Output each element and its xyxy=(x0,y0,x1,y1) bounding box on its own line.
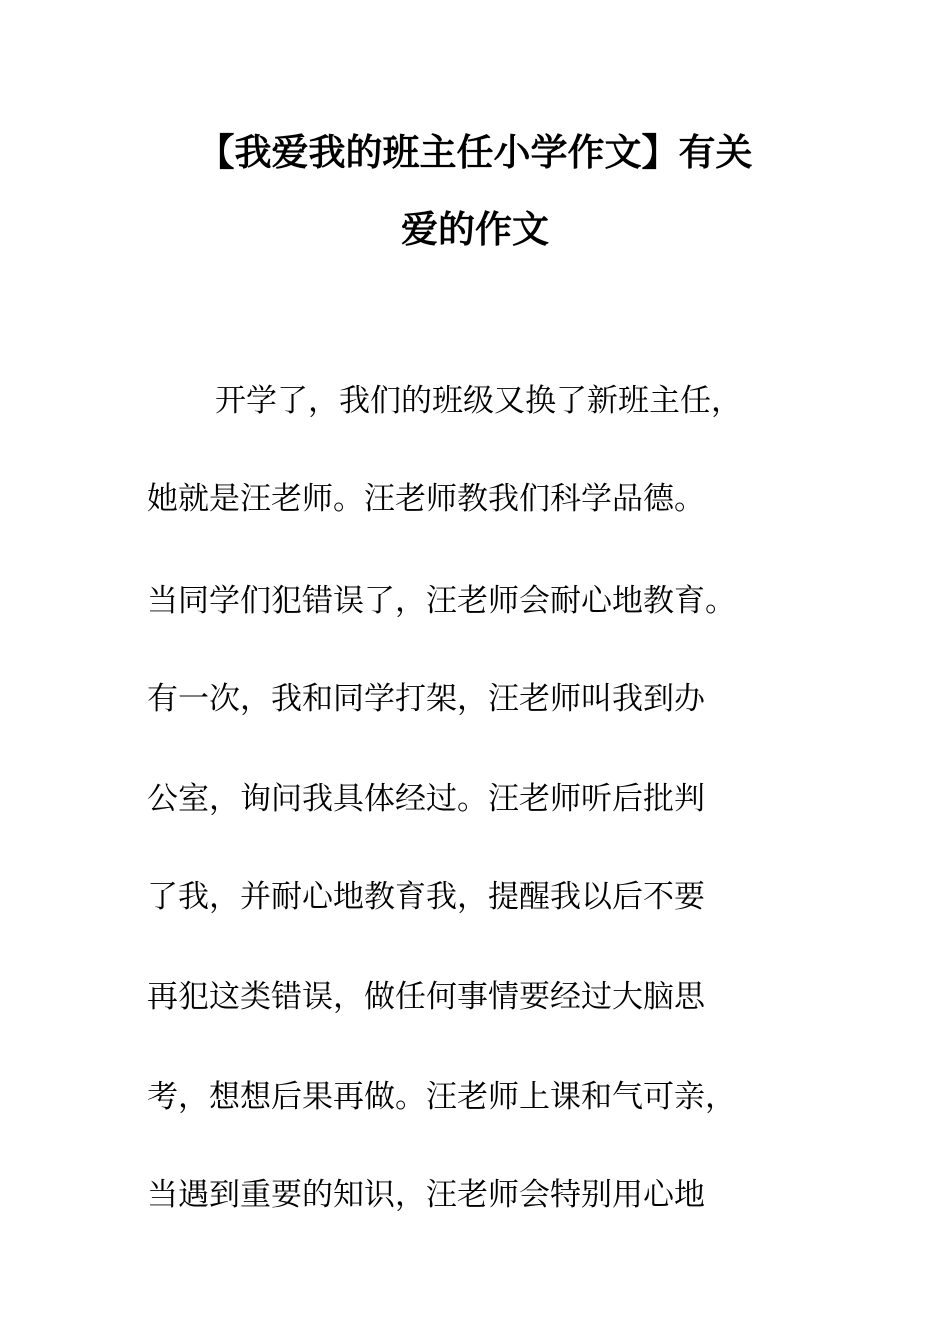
paragraph-line-7: 再犯这类错误，做任何事情要经过大脑思 xyxy=(147,979,705,1015)
document-title-line-1: 【我爱我的班主任小学作文】有关 xyxy=(197,131,753,174)
paragraph-line-1: 开学了，我们的班级又换了新班主任， xyxy=(215,383,742,419)
paragraph-line-4: 有一次，我和同学打架，汪老师叫我到办 xyxy=(147,681,705,717)
paragraph-line-8: 考，想想后果再做。汪老师上课和气可亲， xyxy=(147,1079,736,1115)
paragraph-line-9: 当遇到重要的知识，汪老师会特别用心地 xyxy=(147,1177,705,1213)
paragraph-line-2: 她就是汪老师。汪老师教我们科学品德。 xyxy=(147,481,705,517)
paragraph-line-3: 当同学们犯错误了，汪老师会耐心地教育。 xyxy=(147,583,736,619)
paragraph-line-5: 公室，询问我具体经过。汪老师听后批判 xyxy=(147,781,705,817)
document-title-line-2: 爱的作文 xyxy=(401,208,549,251)
paragraph-line-6: 了我，并耐心地教育我，提醒我以后不要 xyxy=(147,879,705,915)
